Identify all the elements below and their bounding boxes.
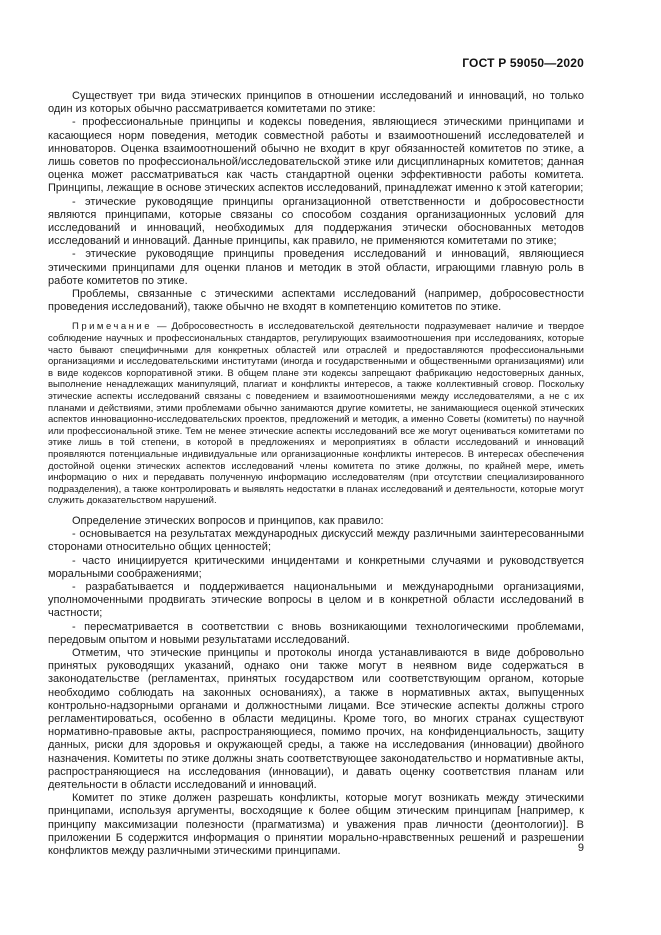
page-header <box>48 54 584 72</box>
note-text: — Добросовестность в исследовательской деятельности подразумевает наличие и твердое соблюдение научных и профессиональных стандартов, регулирующих взаимоотношения при исследованиях, которые часто бывают специфичными для конкретных областей или отраслей и предоставляются профессиональными организациями и исследовательскими институтами (иногда и государственными и общественными организациями) или в виде кодексов корпоративной этики. В общем плане эти кодексы запрещают фабрикацию недостоверных данных, выполнение ненадлежащих манипуляций, плагиат и конфликты интересов, а также коллективный сговор. Поскольку этические аспекты исследований связаны с поведением и взаимоотношениями между исследователями, а не с их планами и действиями, этими проблемами обычно занимаются другие комитеты, не занимающиеся оценкой этических аспектов инновационно-исследовательских проектов, предложений и методик, а именно Советы (комитеты) по научной или профессиональной этике. Тем не менее этические аспекты исследований все же могут оцениваться комитетами по этике лишь в той степени, в которой в предложениях и мероприятиях в области исследований и инноваций проявляются потенциальные индивидуальные или организационные конфликты интересов. В интересах обеспечения достойной оценки этических аспектов исследований члены комитета по этике должны, по крайней мере, иметь информацию о них и передавать полученную информацию исследователям (при отсутствии специализированного подразделения), а также контролировать и выявлять недостатки в планах исследований и деятельности, которые могут служить доказательством нарушений. <box>48 321 584 507</box>
paragraph-intro: Существует три вида этических принципов в отношении исследований и инноваций, но только один из которых обычно рассматривается комитетами по этике: <box>48 90 584 116</box>
list-item-based-on-discussions: - основывается на результатах международных дискуссий между различными заинтересованными сторонами относительно общих ценностей; <box>48 528 584 554</box>
list-item-revised: - пересматривается в соответствии с вновь возникающими технологическими проблемами, передовым опытом и новыми результатами исследований. <box>48 620 584 646</box>
paragraph-definition-intro: Определение этических вопросов и принципов, как правило: <box>72 514 384 527</box>
note-block <box>48 321 584 507</box>
paragraph-legislation: Отметим, что этические принципы и протоколы иногда устанавливаются в виде добровольно принятых руководящих указаний, однако они также могут в неявном виде содержаться в законодательстве (регламентах, принятых государством или соответствующим органом, которые необходимо соблюдать на законных основаниях), а также в нормативных актах, выпущенных контрольно-надзорными органами и должностными лицами. Все этические аспекты должны строго регламентироваться, особенно в области медицины. Кроме того, во многих странах существуют нормативно-правовые акты, распространяющиеся, помимо прочих, на конфиденциальность, защиту данных, риски для здоровья и окружающей среды, а также на исследования (инновации) двойного назначения. Комитеты по этике должны знать соответствующее законодательство и нормативные акты, распространяющиеся на исследования (инновации), и давать оценку соответствия планам или деятельности в области исследований и инноваций. <box>48 646 584 792</box>
list-item-research-conduct: - этические руководящие принципы проведения исследований и инноваций, являющиеся этическими принципами для оценки планов и методик в этой области, играющими главную роль в работе комитетов по этике. <box>48 248 584 287</box>
page-number: 9 <box>577 842 584 854</box>
list-item-developed-by-organizations: - разрабатывается и поддерживается национальными и международными организациями, уполномоченными продвигать этические вопросы в целом и в конкретной области исследований в частности; <box>48 580 584 620</box>
list-item-professional-principles: - профессиональные принципы и кодексы поведения, являющиеся этическими принципами и касающиеся норм поведения, методик совместной работы и взаимоотношений исследователей и инноваторов. Оценка взаимоотношений обычно не входит в круг обязанностей комитетов по этике, а лишь советов по профессиональной/исследовательской этике или дисциплинарных комитетов; данная оценка может рассматриваться как часть стандартной оценки эффективности работы комитета. Принципы, лежащие в основе этических аспектов исследований, принадлежат именно к этой категории; <box>48 116 584 195</box>
note-label: Примечание <box>72 321 152 333</box>
standard-code: ГОСТ Р 59050—2020 <box>462 56 584 70</box>
page-content <box>48 90 584 858</box>
paragraph-problems: Проблемы, связанные с этическими аспектами исследований (например, добросовестности проведения исследований), также обычно не входят в компетенцию комитетов по этике. <box>48 288 584 314</box>
list-item-initiated-by-incidents: - часто инициируется критическими инцидентами и конкретными случаями и руководствуется моральными соображениями; <box>48 554 584 580</box>
list-item-organizational-responsibility: - этические руководящие принципы организационной ответственности и добросовестности являются принципами, которые связаны со способом создания организационных условий для исследований и инноваций, необходимых для поддержания этически обоснованных методов исследований и инноваций. Данные принципы, как правило, не применяются комитетами по этике; <box>48 195 584 248</box>
paragraph-conflict-resolution: Комитет по этике должен разрешать конфликты, которые могут возникать между этическими принципами, используя аргументы, восходящие к более общим этическим принципам [например, к принципу максимизации полезности (прагматизма) и уважения прав личности (деонтологии)]. В приложении Б содержится информация о принятии морально-нравственных решений и разрешении конфликтов между различными этическими принципами. <box>48 792 584 858</box>
